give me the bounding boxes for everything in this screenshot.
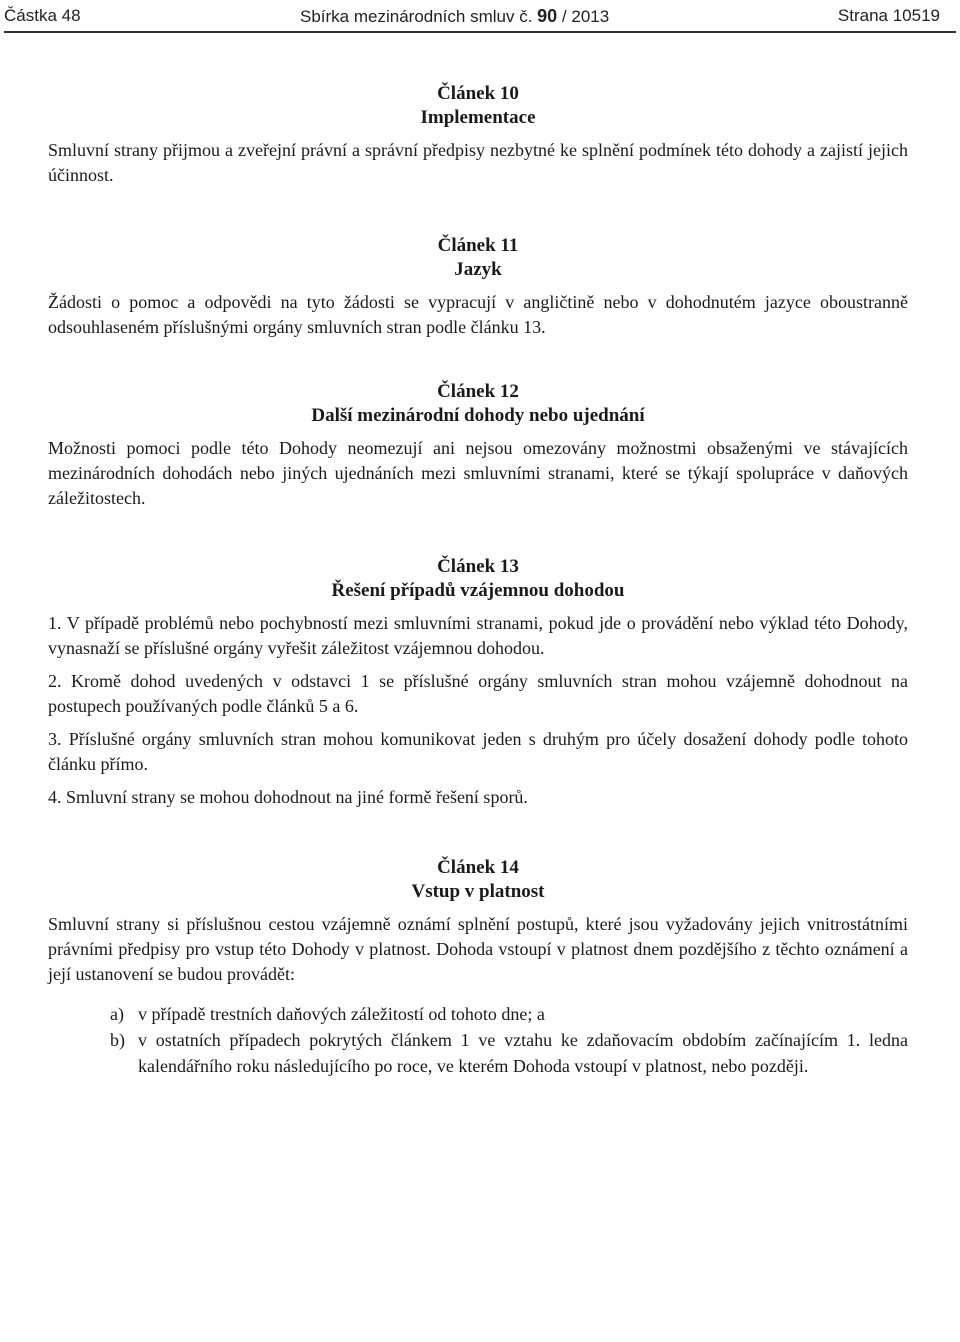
article-11 [48, 234, 908, 340]
list-item-text: v ostatních případech pokrytých článkem 1 ve vztahu ke zdaňovacím obdobím začínajícím 1. ledna kalendářního roku následujícího po roce, ve kterém Dohoda vstoupí v platnost, nebo později. [138, 1030, 908, 1076]
article-paragraph: Žádosti o pomoc a odpovědi na tyto žádosti se vypracují v angličtině nebo v dohodnutém jazyce oboustranně odsouhlaseném příslušnými orgány smluvních stran podle článku 13. [48, 292, 908, 337]
article-14 [48, 856, 908, 1079]
article-10 [48, 82, 908, 188]
provision-list [110, 1001, 908, 1079]
document-body [48, 82, 908, 1079]
list-item [110, 1001, 908, 1027]
article-heading: Článek 14 [437, 857, 519, 878]
header-collection-prefix: Sbírka mezinárodních smluv č. [300, 7, 533, 26]
article-paragraph: 4. Smluvní strany se mohou dohodnout na jiné formě řešení sporů. [48, 787, 528, 807]
article-12 [48, 380, 908, 511]
header-collection [300, 6, 609, 27]
article-paragraph: Smluvní strany přijmou a zveřejní právní a správní předpisy nezbytné ke splnění podmínek této dohody a zajistí jejich účinnost. [48, 140, 908, 185]
header-collection-number: 90 [537, 6, 558, 26]
header-collection-year: / 2013 [561, 7, 610, 26]
article-title: Další mezinárodní dohody nebo ujednání [311, 405, 645, 426]
header-page-number: Strana 10519 [837, 6, 940, 25]
article-paragraph: 1. V případě problémů nebo pochybností mezi smluvními stranami, pokud jde o provádění nebo výklad této Dohody, vynasnaží se příslušné orgány vyřešit záležitost vzájemnou dohodou. [48, 613, 908, 658]
list-item-text: v případě trestních daňových záležitostí od tohoto dne; a [138, 1004, 545, 1024]
article-heading: Článek 12 [437, 381, 519, 402]
article-paragraph: 3. Příslušné orgány smluvních stran mohou komunikovat jeden s druhým pro účely dosažení dohody podle tohoto článku přímo. [48, 729, 908, 774]
header-part: Částka 48 [4, 6, 81, 25]
article-title: Řešení případů vzájemnou dohodou [331, 580, 625, 601]
article-title: Implementace [420, 107, 536, 128]
list-item [110, 1027, 908, 1079]
article-13 [48, 555, 908, 810]
article-title: Vstup v platnost [411, 881, 545, 902]
list-item-label: b) [110, 1030, 125, 1050]
article-heading: Článek 10 [437, 83, 519, 104]
article-paragraph: Smluvní strany si příslušnou cestou vzájemně oznámí splnění postupů, které jsou vyžadovány jejich vnitrostátními právními předpisy pro vstup této Dohody v platnost. Dohoda vstoupí v platnost dnem pozdějšího z těchto oznámení a její ustanovení se budou provádět: [48, 914, 908, 984]
article-paragraph: Možnosti pomoci podle této Dohody neomezují ani nejsou omezovány možnostmi obsaženými ve stávajících mezinárodních dohodách nebo jiných ujednáních mezi smluvními stranami, které se týkají spolupráce v daňových záležitostech. [48, 438, 908, 508]
list-item-label: a) [110, 1004, 124, 1024]
header-divider [4, 31, 956, 33]
article-heading: Článek 13 [437, 556, 519, 577]
article-title: Jazyk [454, 259, 502, 280]
article-paragraph: 2. Kromě dohod uvedených v odstavci 1 se příslušné orgány smluvních stran mohou vzájemně dohodnout na postupech používaných podle článků 5 a 6. [48, 671, 908, 716]
page-header [0, 0, 960, 34]
article-heading: Článek 11 [437, 235, 519, 256]
